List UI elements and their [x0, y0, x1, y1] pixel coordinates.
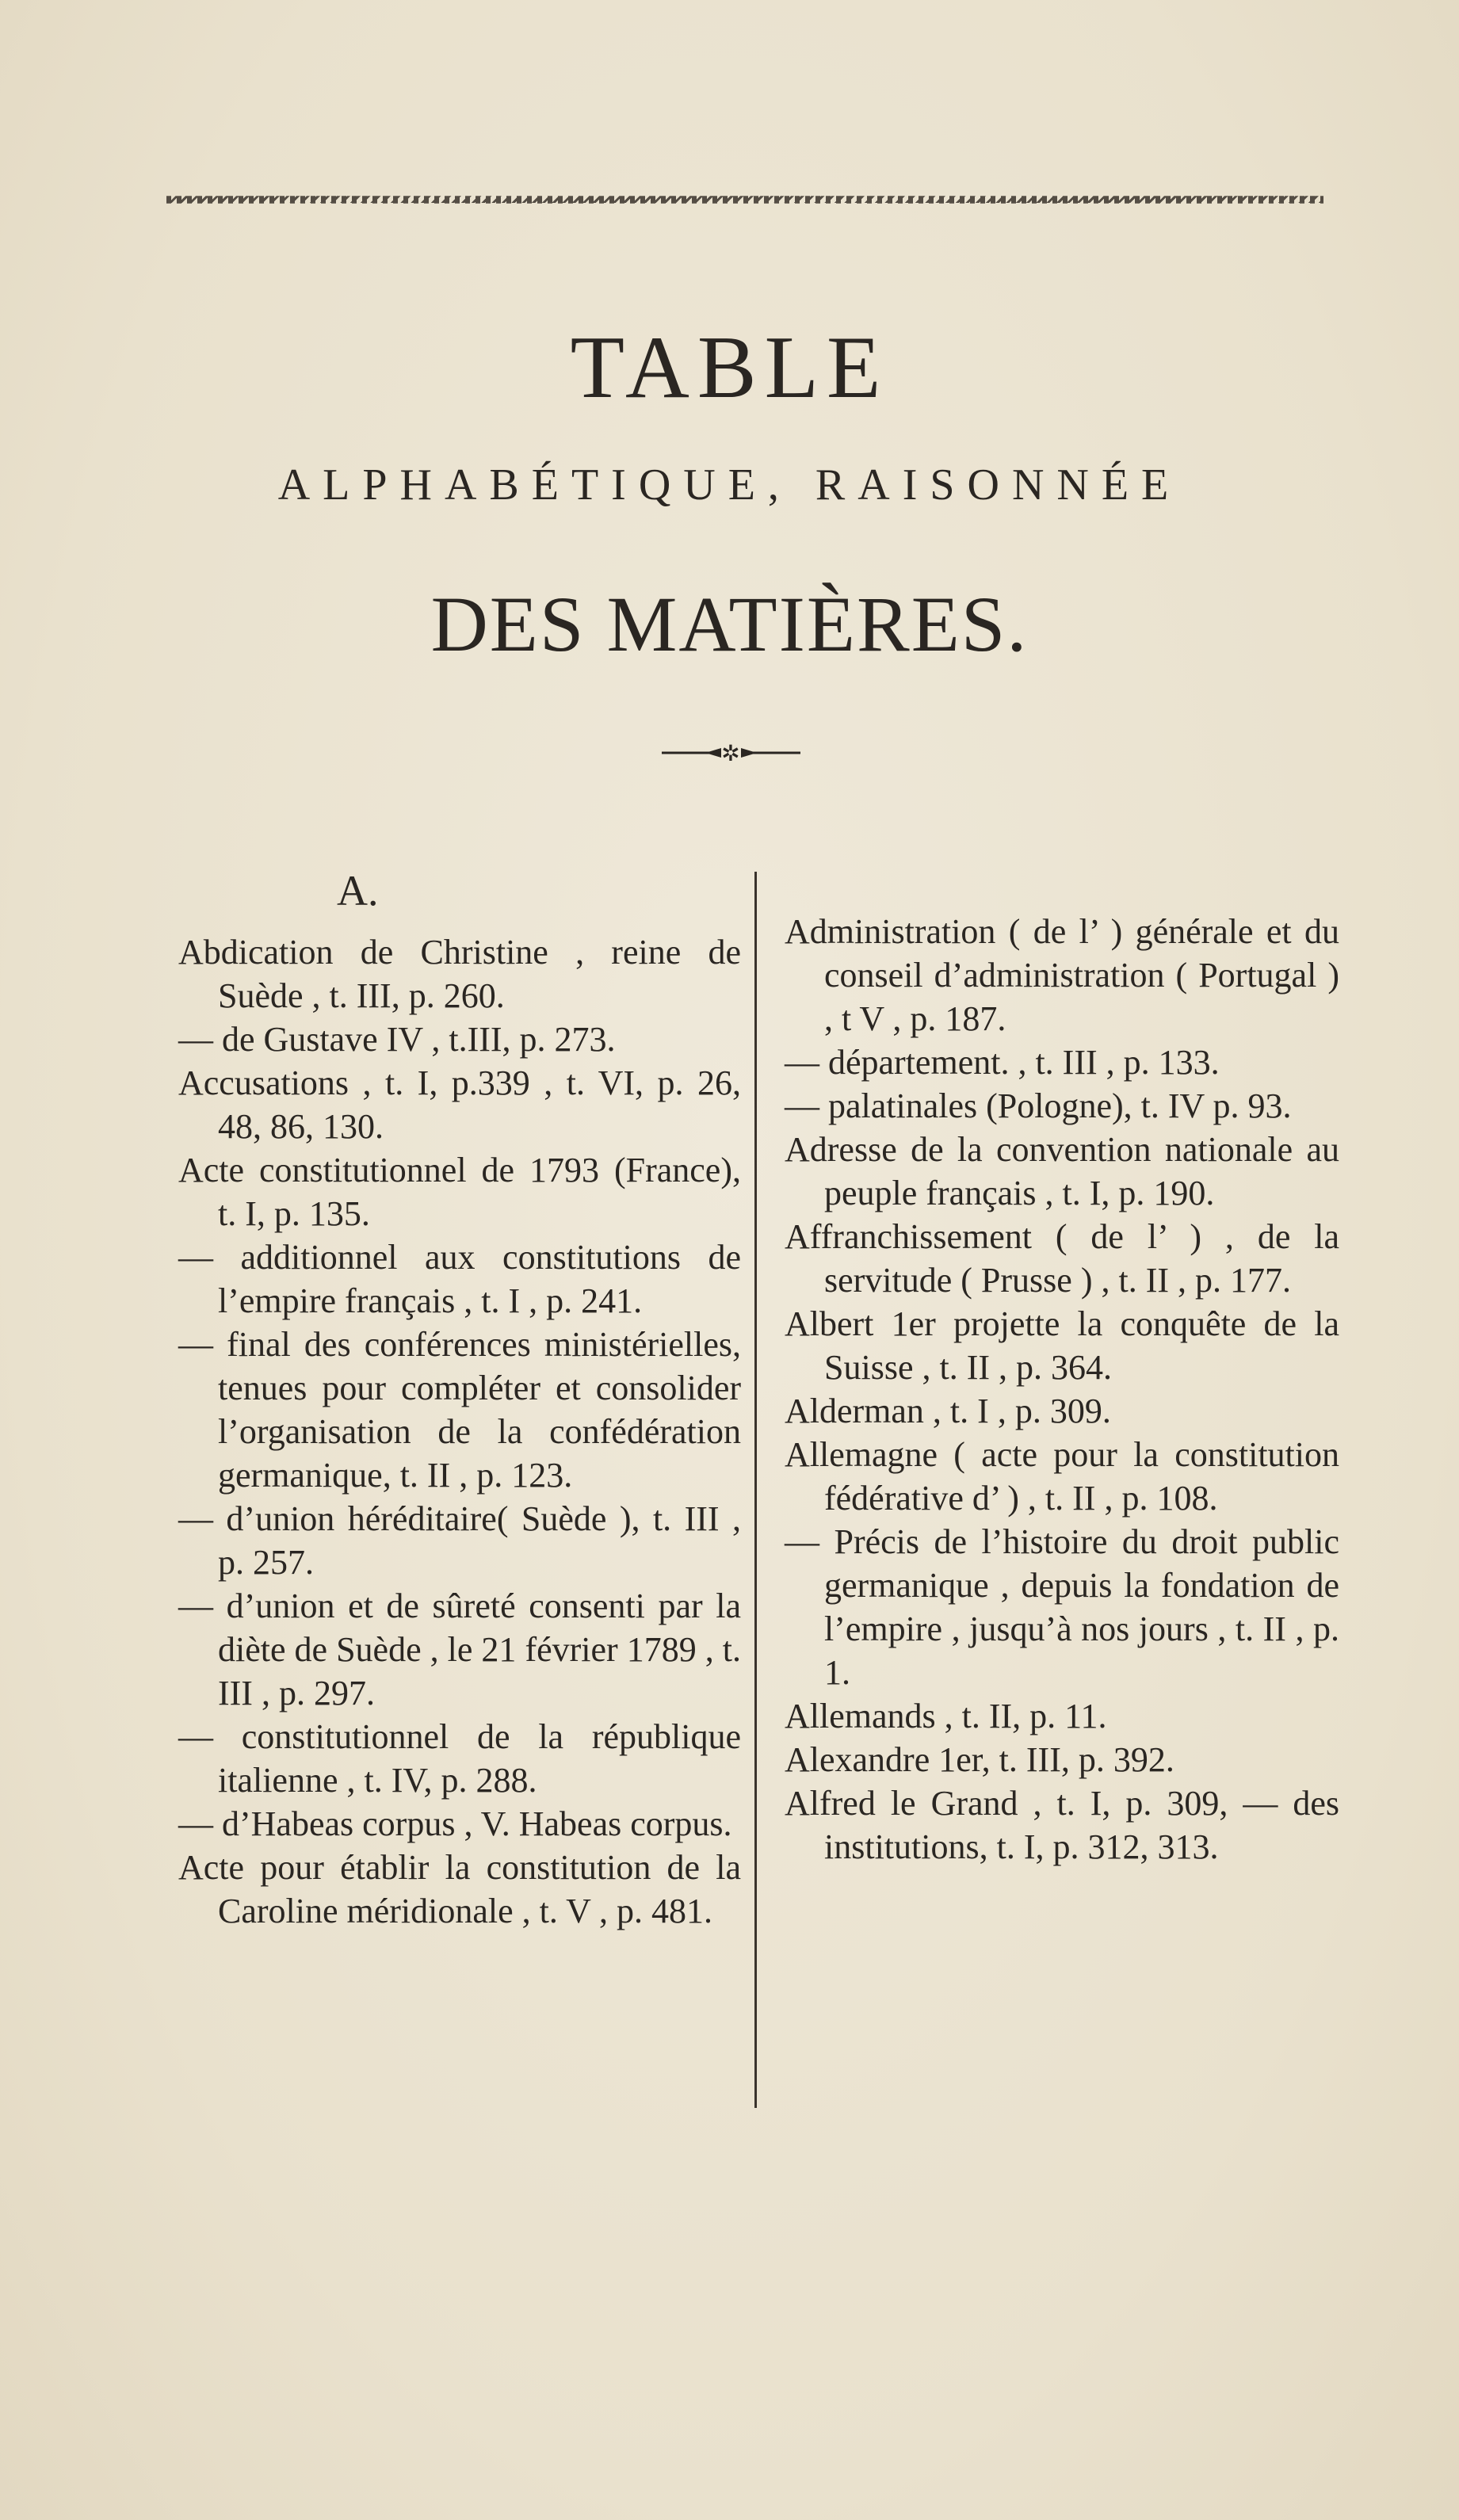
index-entry: Abdication de Christine , reine de Suède , t. III, p. 260.	[178, 933, 741, 1015]
page-subtitle: ALPHABÉTIQUE, RAISONNÉE	[277, 460, 1182, 510]
index-entry: Allemands , t. II, p. 11.	[785, 1697, 1107, 1735]
svg-text:✲: ✲	[721, 740, 740, 766]
index-entry: — département. , t. III , p. 133.	[785, 1043, 1220, 1082]
right-column	[785, 864, 1339, 1869]
index-entry: — d’Habeas corpus , V. Habeas corpus.	[178, 1804, 732, 1843]
index-entry: — final des conférences ministérielles, tenues pour compléter et consolider l’organisation de la confédération germanique, t. II , p. 123.	[178, 1325, 741, 1495]
index-entry: — constitutionnel de la république italienne , t. IV, p. 288.	[178, 1717, 741, 1800]
fleuron-ornament-icon	[662, 737, 800, 769]
index-entry: — d’union héréditaire( Suède ), t. III , p. 257.	[178, 1499, 741, 1582]
index-entry: — additionnel aux constitutions de l’empire français , t. I , p. 241.	[178, 1238, 741, 1320]
index-entry: — palatinales (Pologne), t. IV p. 93.	[785, 1086, 1292, 1125]
index-entry: — d’union et de sûreté consenti par la diète de Suède , le 21 février 1789 , t. III , p. 297.	[178, 1586, 741, 1712]
index-entry: Affranchissement ( de l’ ) , de la servitude ( Prusse ) , t. II , p. 177.	[785, 1217, 1339, 1300]
index-entry: — de Gustave IV , t.III, p. 273.	[178, 1020, 616, 1059]
index-entry: Acte pour établir la constitution de la Caroline méridionale , t. V , p. 481.	[178, 1848, 741, 1930]
index-entry: — Précis de l’histoire du droit public germanique , depuis la fondation de l’empire , jusqu’à nos jours , t. II , p. 1.	[785, 1522, 1339, 1692]
page-title: TABLE	[570, 319, 889, 417]
index-entry: Alfred le Grand , t. I, p. 309, — des institutions, t. I, p. 312, 313.	[785, 1784, 1339, 1866]
section-letter: A.	[337, 867, 379, 914]
index-entry: Albert 1er projette la conquête de la Suisse , t. II , p. 364.	[785, 1304, 1339, 1387]
index-entry: Acte constitutionnel de 1793 (France), t. I, p. 135.	[178, 1151, 741, 1233]
index-entry: Allemagne ( acte pour la constitution fédérative d’ ) , t. II , p. 108.	[785, 1435, 1339, 1518]
index-entry: Alexandre 1er, t. III, p. 392.	[785, 1740, 1174, 1779]
top-ornament-rule	[166, 190, 1323, 209]
page-subtitle-2: DES MATIÈRES.	[430, 580, 1029, 668]
column-divider	[754, 872, 757, 2108]
index-entry: Accusations , t. I, p.339 , t. VI, p. 26, 48, 86, 130.	[178, 1063, 741, 1146]
index-entry: Alderman , t. I , p. 309.	[785, 1392, 1111, 1430]
index-entry: Administration ( de l’ ) générale et du conseil d’administration ( Portugal ) , t V , p. 187.	[785, 912, 1339, 1038]
index-entry: Adresse de la convention nationale au peuple français , t. I, p. 190.	[785, 1130, 1339, 1212]
left-column	[178, 864, 741, 1933]
